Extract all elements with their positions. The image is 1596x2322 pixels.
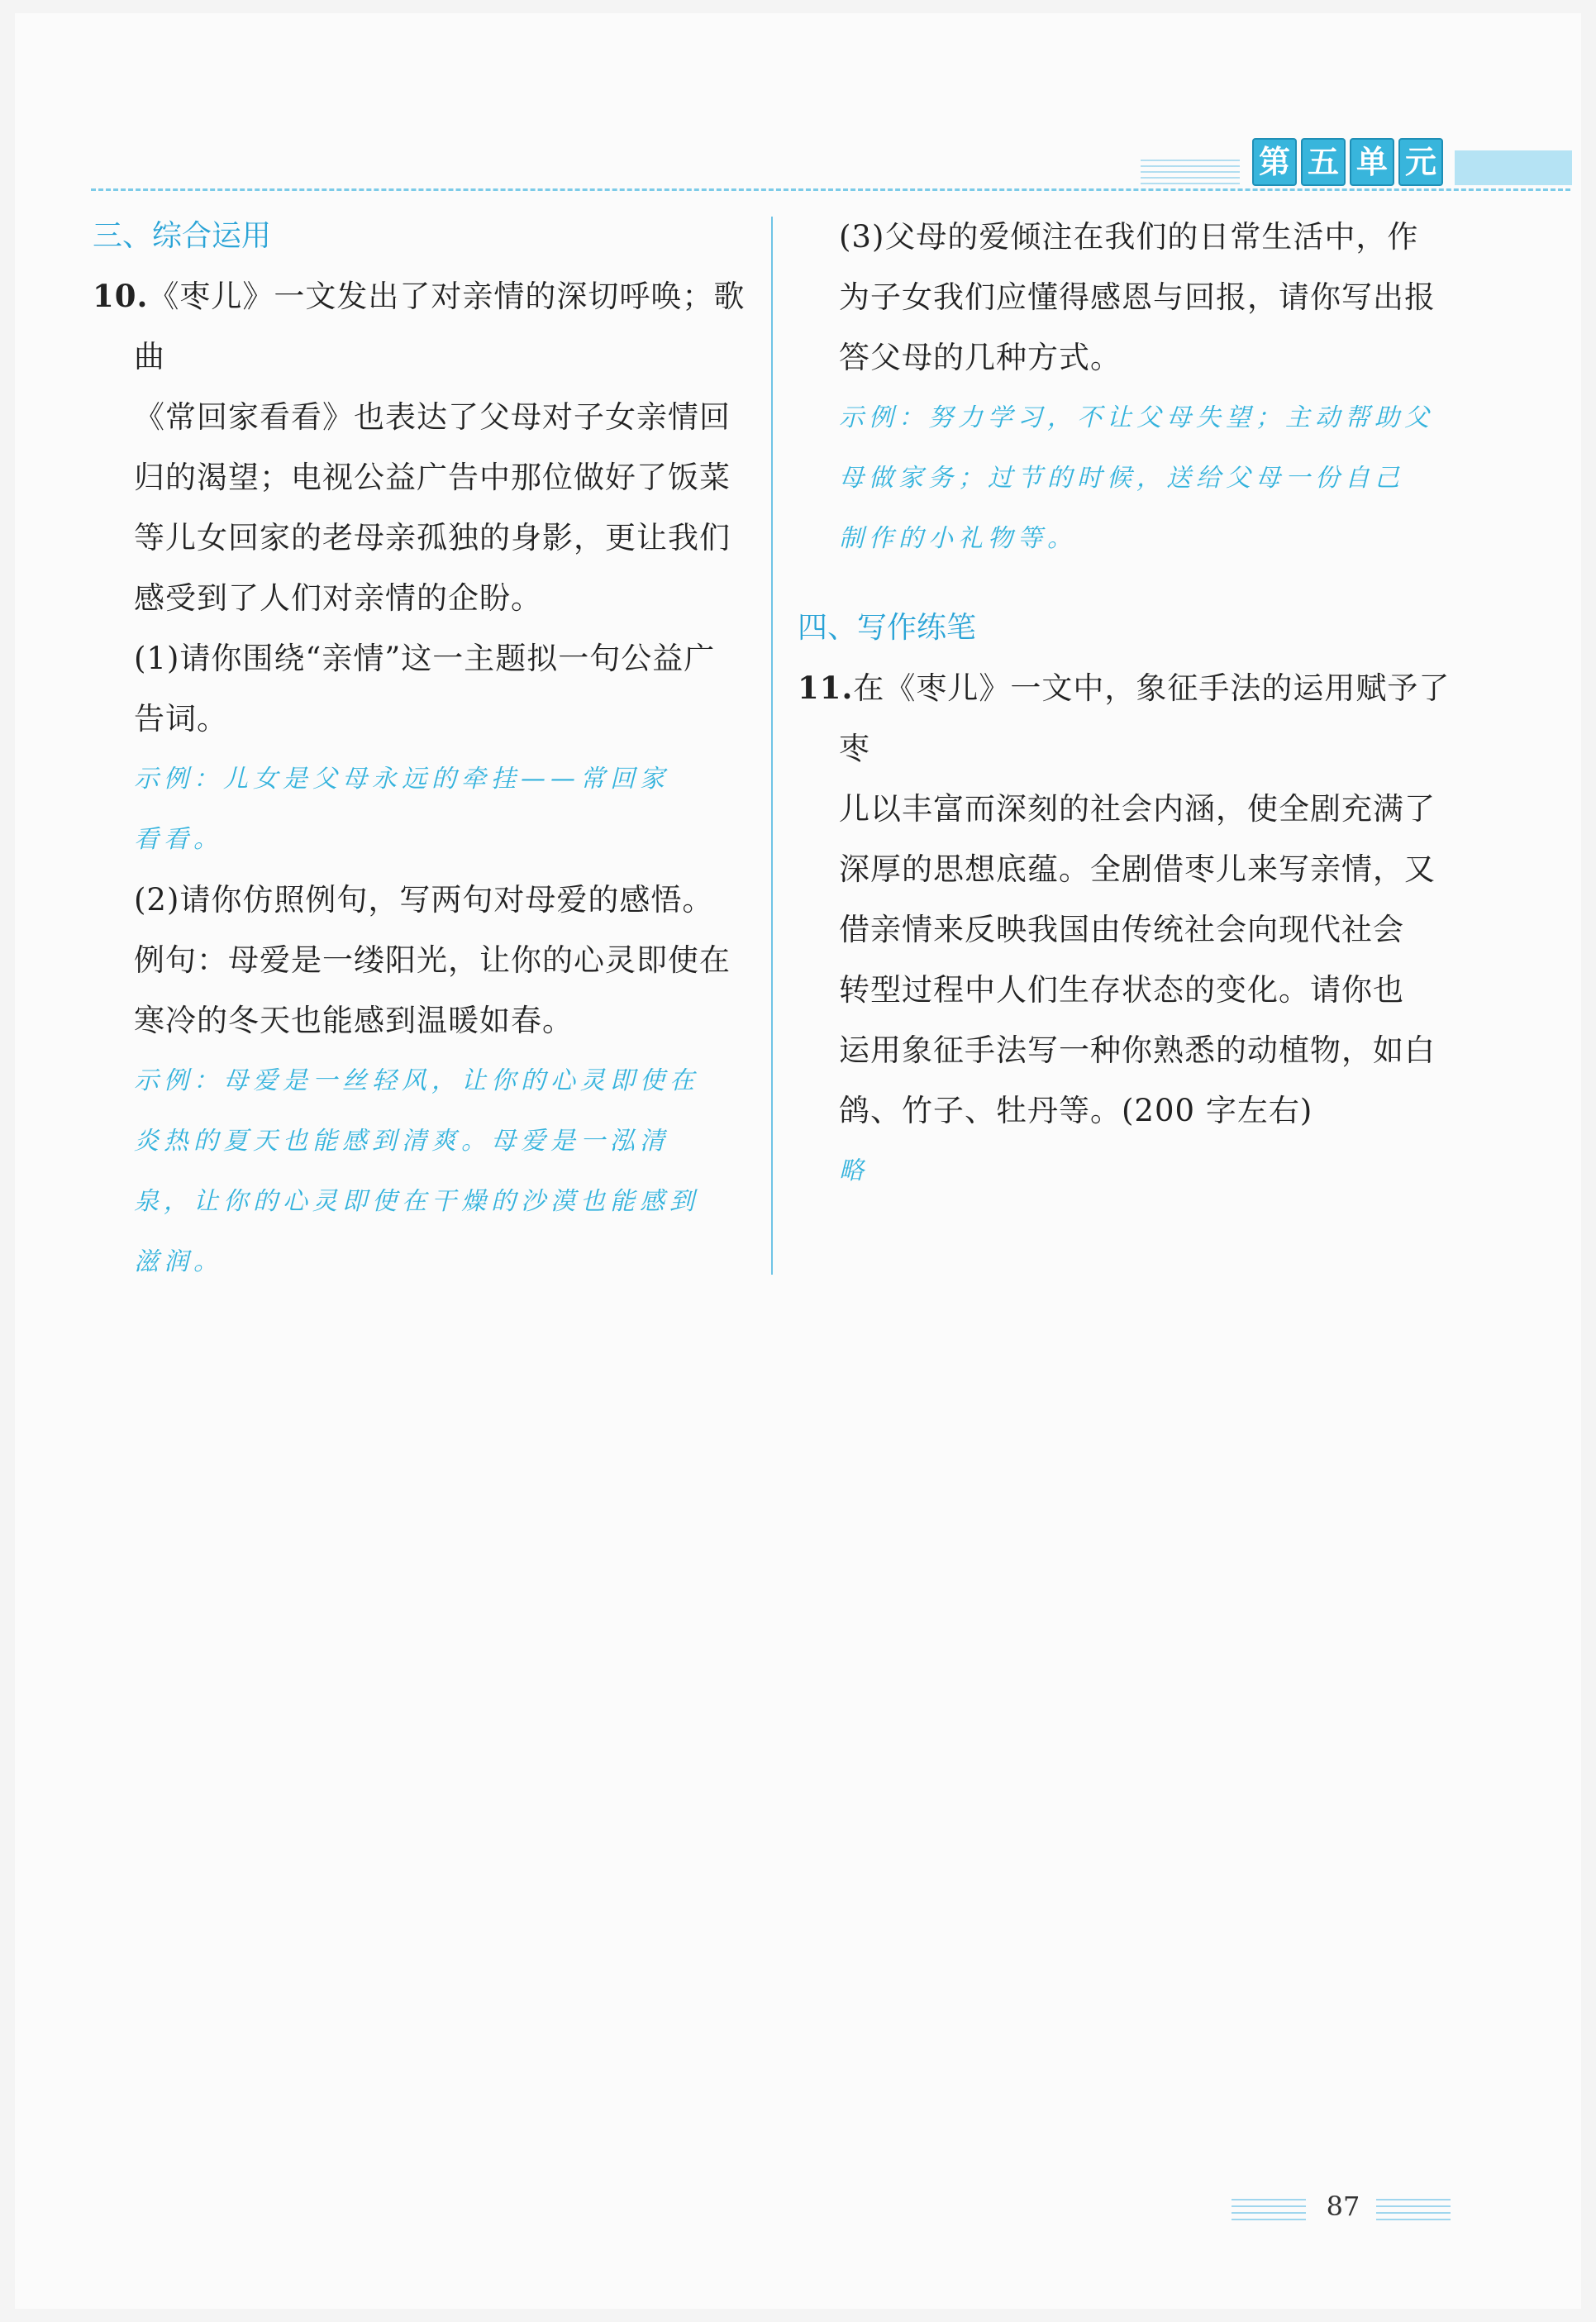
answer-2: 示例：母爱是一丝轻风，让你的心灵即使在 (134, 1066, 699, 1095)
section-title-comprehensive: 三、综合运用 (93, 219, 272, 253)
answer-11: 略 (839, 1156, 869, 1185)
question-number: 10. (93, 278, 149, 314)
question-line: 借亲情来反映我国由传统社会向现代社会 (839, 912, 1404, 947)
subquestion-1-cont: 告词。 (134, 701, 228, 737)
answer-2-cont: 泉，让你的心灵即使在干燥的沙漠也能感到 (134, 1187, 699, 1216)
question-text: 在《枣儿》一文中，象征手法的运用赋予了枣 (839, 670, 1451, 766)
question-line (798, 658, 1459, 779)
question-line: 运用象征手法写一种你熟悉的动植物，如白 (839, 1032, 1436, 1068)
unit-char: 单 (1350, 138, 1394, 186)
right-column (798, 207, 1459, 1201)
unit-char: 元 (1398, 138, 1443, 186)
question-line (93, 266, 746, 387)
answer-1-cont: 看看。 (134, 825, 223, 854)
subquestion-2: (2)请你仿照例句，写两句对母爱的感悟。 (134, 882, 714, 918)
question-line: 《常回家看看》也表达了父母对子女亲情回 (134, 399, 731, 435)
answer-3-cont: 制作的小礼物等。 (839, 524, 1077, 553)
page-number: 87 (1326, 2191, 1360, 2222)
left-column (93, 207, 746, 1292)
footer-decoration-right (1376, 2199, 1451, 2220)
question-10 (93, 266, 746, 1292)
answer-3-cont: 母做家务；过节的时候，送给父母一份自己 (839, 464, 1404, 493)
section-title-writing: 四、写作练笔 (798, 611, 977, 645)
answer-2-cont: 滋润。 (134, 1247, 223, 1276)
question-line: 等儿女回家的老母亲孤独的身影，更让我们 (134, 520, 731, 555)
question-line: 儿以丰富而深刻的社会内涵，使全剧充满了 (839, 791, 1436, 827)
question-line: 鸽、竹子、牡丹等。(200 字左右) (839, 1093, 1313, 1128)
question-number: 11. (798, 670, 854, 706)
subquestion-3-cont: 答父母的几种方式。 (839, 340, 1122, 375)
unit-char: 五 (1301, 138, 1346, 186)
unit-char: 第 (1252, 138, 1297, 186)
subquestion-3-cont: 为子女我们应懂得感恩与回报，请你写出报 (839, 279, 1436, 315)
column-divider (771, 217, 773, 1275)
question-text: 《枣儿》一文发出了对亲情的深切呼唤；歌曲 (134, 279, 746, 374)
answer-3: 示例：努力学习，不让父母失望；主动帮助父 (839, 403, 1434, 432)
header-decoration-lines (1141, 160, 1240, 184)
question-11 (798, 658, 1459, 1201)
footer-decoration-left (1232, 2199, 1306, 2220)
question-line: 深厚的思想底蕴。全剧借枣儿来写亲情，又 (839, 851, 1436, 887)
example-sentence: 例句：母爱是一缕阳光，让你的心灵即使在 (134, 942, 731, 978)
subquestion-3: (3)父母的爱倾注在我们的日常生活中，作 (839, 219, 1419, 255)
question-line: 归的渴望；电视公益广告中那位做好了饭菜 (134, 460, 731, 495)
question-line: 感受到了人们对亲情的企盼。 (134, 580, 542, 616)
unit-badge (1252, 138, 1443, 186)
header-accent-bar (1455, 150, 1572, 185)
question-line: 转型过程中人们生存状态的变化。请你也 (839, 972, 1404, 1008)
example-sentence-cont: 寒冷的冬天也能感到温暖如春。 (134, 1003, 574, 1038)
header-dashed-divider (91, 188, 1570, 191)
subquestion-1: (1)请你围绕“亲情”这一主题拟一句公益广 (134, 641, 716, 676)
answer-2-cont: 炎热的夏天也能感到清爽。母爱是一泓清 (134, 1127, 669, 1156)
answer-1: 示例：儿女是父母永远的牵挂——常回家 (134, 765, 669, 794)
